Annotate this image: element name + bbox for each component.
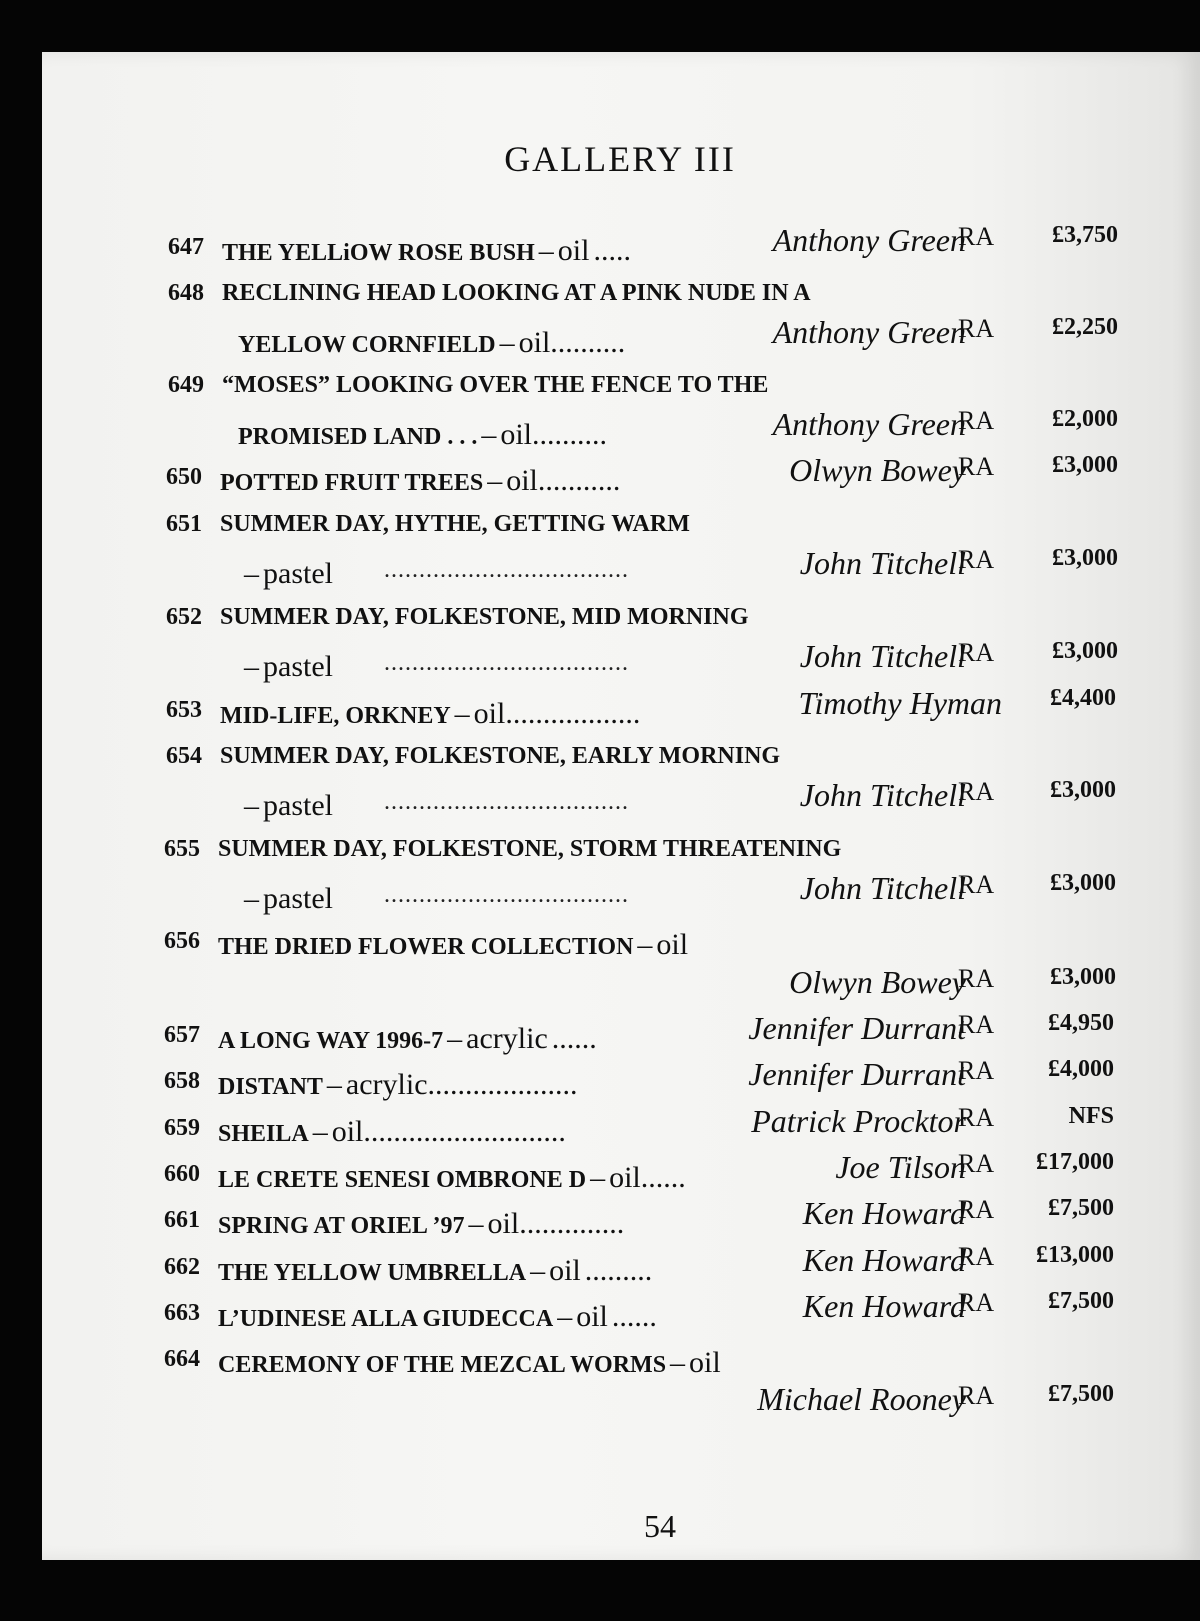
entry-number: 652 xyxy=(166,604,202,630)
catalogue-entry-660 xyxy=(0,1149,1200,1193)
entry-title-medium: L’UDINESE ALLA GIUDECCA – oil ...... xyxy=(218,1300,657,1333)
entry-title-medium: CEREMONY OF THE MEZCAL WORMS – oil xyxy=(218,1346,721,1379)
price: £3,000 xyxy=(1052,452,1118,478)
ra-suffix: RA xyxy=(958,1010,995,1039)
entry-title: “MOSES” LOOKING OVER THE FENCE TO THE xyxy=(222,372,769,398)
entry-title-medium: PROMISED LAND . . . – oil.......... xyxy=(238,418,608,451)
entry-title: SUMMER DAY, FOLKESTONE, STORM THREATENING xyxy=(218,836,842,862)
entry-number: 656 xyxy=(164,928,200,954)
price: £4,000 xyxy=(1048,1056,1114,1082)
entry-title-medium: THE YELLiOW ROSE BUSH – oil ..... xyxy=(222,234,631,267)
price: £7,500 xyxy=(1048,1288,1114,1314)
entry-title: SUMMER DAY, HYTHE, GETTING WARM xyxy=(220,511,690,537)
artist-name: Ken Howard xyxy=(802,1195,966,1231)
price: NFS xyxy=(1068,1103,1114,1129)
catalogue-entry-653 xyxy=(0,685,1200,729)
catalogue-entry-647 xyxy=(0,222,1200,266)
entry-title: RECLINING HEAD LOOKING AT A PINK NUDE IN A xyxy=(222,280,811,306)
artist-name: Anthony Green xyxy=(772,222,966,258)
ra-suffix: RA xyxy=(958,452,995,481)
dot-leader: ................................... xyxy=(384,650,629,676)
ra-suffix: RA xyxy=(958,964,995,993)
entry-number: 649 xyxy=(168,372,204,398)
catalogue-entry-648-cont xyxy=(0,314,1200,358)
catalogue-entry-652 xyxy=(0,592,1200,636)
artist-name: Timothy Hyman xyxy=(798,685,1002,721)
dot-leader: ................................... xyxy=(384,882,629,908)
catalogue-entry-658 xyxy=(0,1056,1200,1100)
catalogue-entry-656 xyxy=(0,916,1200,960)
page-number: 54 xyxy=(644,1508,676,1544)
artist-name: John Titchell xyxy=(799,777,966,813)
catalogue-entry-654 xyxy=(0,731,1200,775)
ra-suffix: RA xyxy=(958,222,995,251)
price: £3,000 xyxy=(1052,638,1118,664)
price: £2,000 xyxy=(1052,406,1118,432)
entry-title-medium: A LONG WAY 1996-7 – acrylic ...... xyxy=(218,1022,597,1055)
ra-suffix: RA xyxy=(958,1381,995,1410)
entry-title-medium: SHEILA – oil........................... xyxy=(218,1115,566,1148)
catalogue-entry-656-cont xyxy=(0,964,1200,1008)
ra-suffix: RA xyxy=(958,1195,995,1224)
price: £3,000 xyxy=(1050,870,1116,896)
artist-name: Jennifer Durrant xyxy=(748,1056,966,1092)
catalogue-entry-664-cont xyxy=(0,1381,1200,1425)
catalogue-entry-664 xyxy=(0,1334,1200,1378)
price: £17,000 xyxy=(1036,1149,1114,1175)
entry-number: 651 xyxy=(166,511,202,537)
artist-name: Patrick Procktor xyxy=(751,1103,966,1139)
artist-name: John Titchell xyxy=(799,870,966,906)
price: £2,250 xyxy=(1052,314,1118,340)
ra-suffix: RA xyxy=(958,1149,995,1178)
dot-leader: ................................... xyxy=(384,557,629,583)
catalogue-entry-652-cont xyxy=(0,638,1200,682)
catalogue-entry-657 xyxy=(0,1010,1200,1054)
catalogue-entry-649 xyxy=(0,360,1200,404)
entry-medium: – pastel xyxy=(244,557,333,590)
catalogue-entry-659 xyxy=(0,1103,1200,1147)
entry-number: 662 xyxy=(164,1254,200,1280)
entry-title-medium: POTTED FRUIT TREES – oil........... xyxy=(220,464,621,497)
artist-name: Ken Howard xyxy=(802,1288,966,1324)
ra-suffix: RA xyxy=(958,1242,995,1271)
artist-name: Anthony Green xyxy=(772,314,966,350)
catalogue-entry-662 xyxy=(0,1242,1200,1286)
entry-title-medium: LE CRETE SENESI OMBRONE D – oil...... xyxy=(218,1161,686,1194)
entry-title-medium: SPRING AT ORIEL ’97 – oil.............. xyxy=(218,1207,625,1240)
entry-number: 657 xyxy=(164,1022,200,1048)
entry-title: SUMMER DAY, FOLKESTONE, MID MORNING xyxy=(220,604,749,630)
entry-number: 661 xyxy=(164,1207,200,1233)
catalogue-entry-651 xyxy=(0,499,1200,543)
entry-number: 664 xyxy=(164,1346,200,1372)
price: £3,000 xyxy=(1052,545,1118,571)
ra-suffix: RA xyxy=(958,545,995,574)
dot-leader: ................................... xyxy=(384,789,629,815)
artist-name: Jennifer Durrant xyxy=(748,1010,966,1046)
entry-number: 648 xyxy=(168,280,204,306)
price: £7,500 xyxy=(1048,1195,1114,1221)
entry-number: 658 xyxy=(164,1068,200,1094)
catalogue-entry-649-cont xyxy=(0,406,1200,450)
entry-title-medium: YELLOW CORNFIELD – oil.......... xyxy=(238,326,626,359)
price: £3,750 xyxy=(1052,222,1118,248)
price: £3,000 xyxy=(1050,777,1116,803)
entry-number: 653 xyxy=(166,697,202,723)
ra-suffix: RA xyxy=(958,1288,995,1317)
price: £7,500 xyxy=(1048,1381,1114,1407)
ra-suffix: RA xyxy=(958,777,995,806)
entry-medium: – pastel xyxy=(244,789,333,822)
entry-title-medium: MID-LIFE, ORKNEY – oil.................. xyxy=(220,697,641,730)
entry-number: 655 xyxy=(164,836,200,862)
ra-suffix: RA xyxy=(958,1056,995,1085)
price: £13,000 xyxy=(1036,1242,1114,1268)
entry-number: 660 xyxy=(164,1161,200,1187)
artist-name: Joe Tilson xyxy=(835,1149,966,1185)
catalogue-entry-655-cont xyxy=(0,870,1200,914)
entry-title-medium: THE DRIED FLOWER COLLECTION – oil xyxy=(218,928,689,961)
artist-name: Olwyn Bowey xyxy=(789,452,966,488)
ra-suffix: RA xyxy=(958,870,995,899)
ra-suffix: RA xyxy=(958,638,995,667)
catalogue-entry-663 xyxy=(0,1288,1200,1332)
price: £4,400 xyxy=(1050,685,1116,711)
ra-suffix: RA xyxy=(958,406,995,435)
artist-name: Olwyn Bowey xyxy=(789,964,966,1000)
artist-name: Ken Howard xyxy=(802,1242,966,1278)
entry-title-medium: THE YELLOW UMBRELLA – oil ......... xyxy=(218,1254,653,1287)
artist-name: Anthony Green xyxy=(772,406,966,442)
entry-medium: – pastel xyxy=(244,650,333,683)
entry-medium: – pastel xyxy=(244,882,333,915)
catalogue-entry-654-cont xyxy=(0,777,1200,821)
price: £3,000 xyxy=(1050,964,1116,990)
artist-name: John Titchell xyxy=(799,545,966,581)
entry-number: 663 xyxy=(164,1300,200,1326)
entry-number: 647 xyxy=(168,234,204,260)
page-title: GALLERY III xyxy=(504,139,736,179)
ra-suffix: RA xyxy=(958,314,995,343)
catalogue-entry-650 xyxy=(0,452,1200,496)
entry-number: 654 xyxy=(166,743,202,769)
entry-title-medium: DISTANT – acrylic.................... xyxy=(218,1068,578,1101)
catalogue-entry-648 xyxy=(0,268,1200,312)
entry-number: 650 xyxy=(166,464,202,490)
catalogue-entry-655 xyxy=(0,824,1200,868)
entry-number: 659 xyxy=(164,1115,200,1141)
artist-name: Michael Rooney xyxy=(757,1381,966,1417)
entry-title: SUMMER DAY, FOLKESTONE, EARLY MORNING xyxy=(220,743,781,769)
price: £4,950 xyxy=(1048,1010,1114,1036)
ra-suffix: RA xyxy=(958,1103,995,1132)
catalogue-entry-651-cont xyxy=(0,545,1200,589)
catalogue-entry-661 xyxy=(0,1195,1200,1239)
artist-name: John Titchell xyxy=(799,638,966,674)
